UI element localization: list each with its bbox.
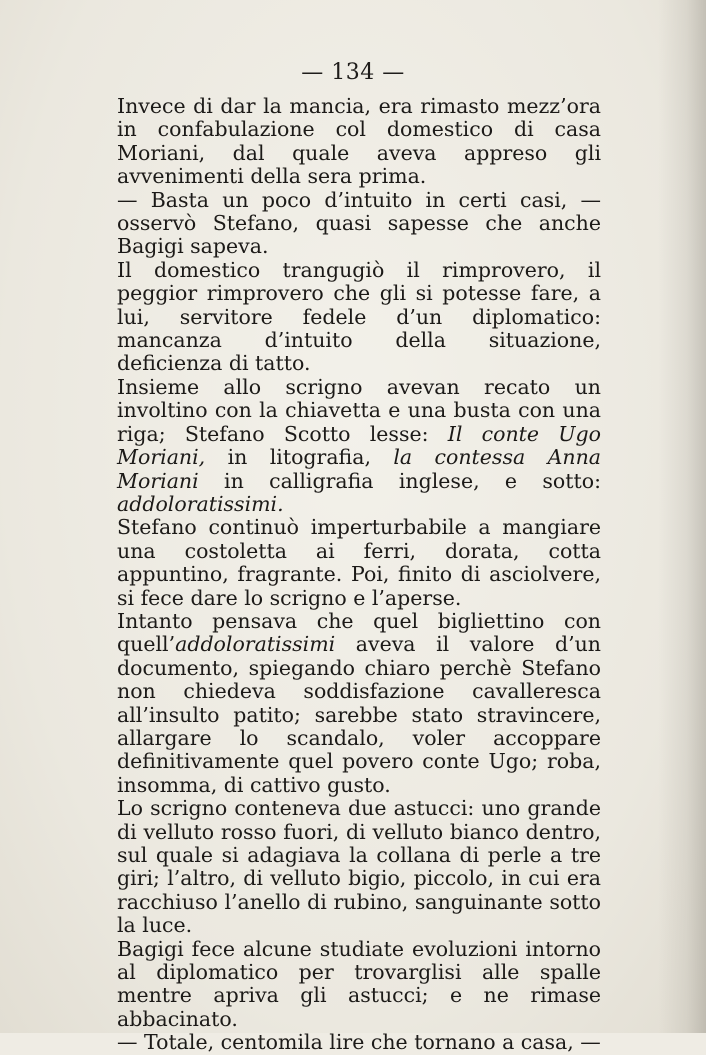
paragraph-4-italic-2: la contessa Anna Moriani — [117, 445, 601, 493]
paragraph-4-text-1: Insieme allo scrigno avevan recato un involtino con la chiavetta e una busta con una riga; Stefano Scotto lesse: — [117, 374, 601, 446]
paragraph-3: Il domestico trangugiò il rimprovero, il peggior rimprovero che gli si potesse fare, a lui, servitore fedele d’un diplomatico: mancanza d’intuito della situazione, deficienza di tatto. — [117, 257, 601, 376]
paragraph-5: Stefano continuò imperturbabile a mangiare una costoletta ai ferri, dorata, cotta appuntino, fragrante. Poi, finito di asciolvere, si fece dare lo scrigno e l’aperse. — [117, 515, 601, 610]
paragraph-2: — Basta un poco d’intuito in certi casi, — osservò Stefano, quasi sapesse che anche Bagigi sapeva. — [117, 187, 601, 259]
paragraph-1: Invece di dar la mancia, era rimasto mezz’ora in confabulazione col domestico di casa Moriani, dal quale aveva appreso gli avvenimenti della sera prima. — [117, 94, 601, 189]
paragraph-6-text-1: Intanto pensava che quel bigliettino con quel — [117, 608, 601, 657]
paragraph-6-text-3: aveva il valore d’un documento, spiegando chiaro perchè Stefano non chiedeva soddisfazione cavalleresca all’insulto patito; sarebbe stato stravincere, allargare lo scandalo, voler accoppare definitivamente quel povero conte Ugo; roba, insomma, di cattivo gusto. — [117, 632, 601, 797]
paragraph-4-italic-1: Il conte Ugo Moriani, — [117, 421, 601, 470]
paragraph-6-text-2: l’ — [162, 632, 176, 657]
page-number: — 134 — — [301, 60, 405, 85]
paragraph-9: — Totale, centomila lire che tornano a casa, — — [117, 1030, 601, 1055]
paragraph-4-italic-3: addoloratissimi. — [117, 491, 284, 516]
paragraph-4 — [117, 376, 601, 516]
body-text — [117, 95, 601, 1055]
page-edge-shadow — [658, 0, 706, 1033]
paragraph-7: Lo scrigno conteneva due astucci: uno grande di velluto rosso fuori, di velluto bianco dentro, sul quale si adagiava la collana di perle a tre giri; l’altro, di velluto bigio, piccolo, in cui era racchiuso l’anello di rubino, sanguinante sotto la luce. — [117, 796, 601, 938]
paragraph-4-text-2: in litografia, — [205, 445, 394, 470]
paragraph-8: Bagigi fece alcune studiate evoluzioni intorno al diplomatico per trovarglisi alle spalle mentre apriva gli astucci; e ne rimase abbacinato. — [117, 936, 601, 1031]
paragraph-6-italic-1: addoloratissimi — [175, 632, 336, 657]
paragraph-4-text-3: in calligrafia inglese, e sotto: — [198, 468, 601, 493]
paragraph-6 — [117, 610, 601, 797]
